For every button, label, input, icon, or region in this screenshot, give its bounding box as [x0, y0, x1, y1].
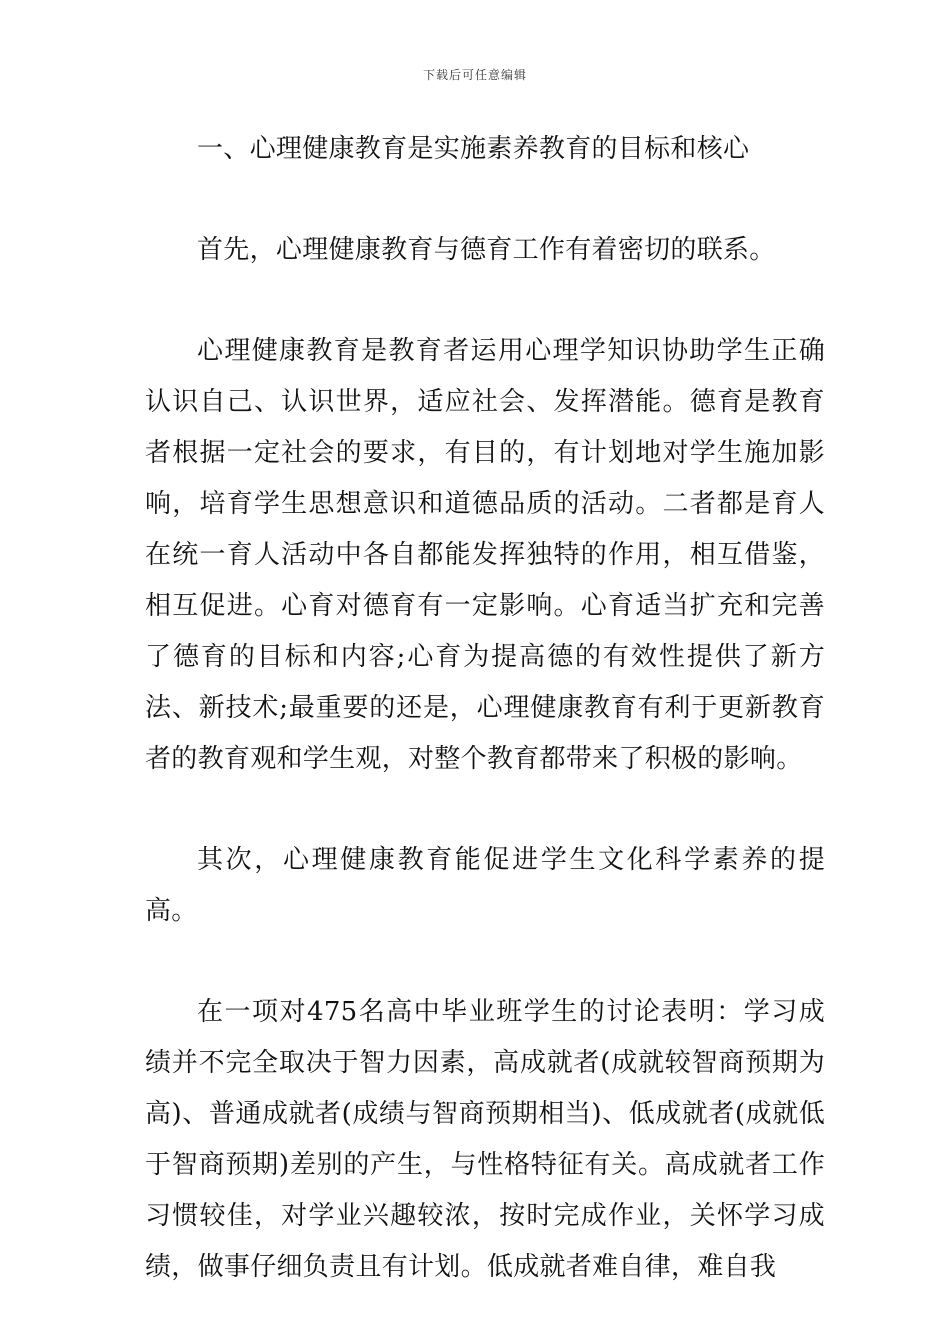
section-heading: 一、心理健康教育是实施素养教育的目标和核心: [197, 134, 750, 164]
header-note: 下载后可任意编辑: [422, 68, 527, 82]
paragraph-4: 在一项对475名高中毕业班学生的讨论表明：学习成绩并不完全取决于智力因素，高成就者(成就较智商预期为高)、普通成就者(成绩与智商预期相当)、低成就者(成就低于智商预期)差别的产生，与性格特征有关。高成就者工作习惯较佳，对学业兴趣较浓，按时完成作业，关怀学习成绩，做事仔细负责且有计划。低成就者难自律，难自我: [145, 997, 825, 1282]
paragraph-2: 心理健康教育是教育者运用心理学知识协助学生正确认识自己、认识世界，适应社会、发挥潜能。德育是教育者根据一定社会的要求，有目的，有计划地对学生施加影响，培育学生思想意识和道德品质的活动。二者都是育人在统一育人活动中各自都能发挥独特的作用，相互借鉴，相互促进。心育对德育有一定影响。心育适当扩充和完善了德育的目标和内容;心育为提高德的有效性提供了新方法、新技术;最重要的还是，心理健康教育有利于更新教育者的教育观和学生观，对整个教育都带来了积极的影响。: [145, 336, 825, 774]
document-body: [145, 124, 825, 1293]
paragraph-1: 首先，心理健康教育与德育工作有着密切的联系。: [197, 235, 776, 265]
paragraph-3: 其次，心理健康教育能促进学生文化科学素养的提高。: [145, 845, 825, 926]
